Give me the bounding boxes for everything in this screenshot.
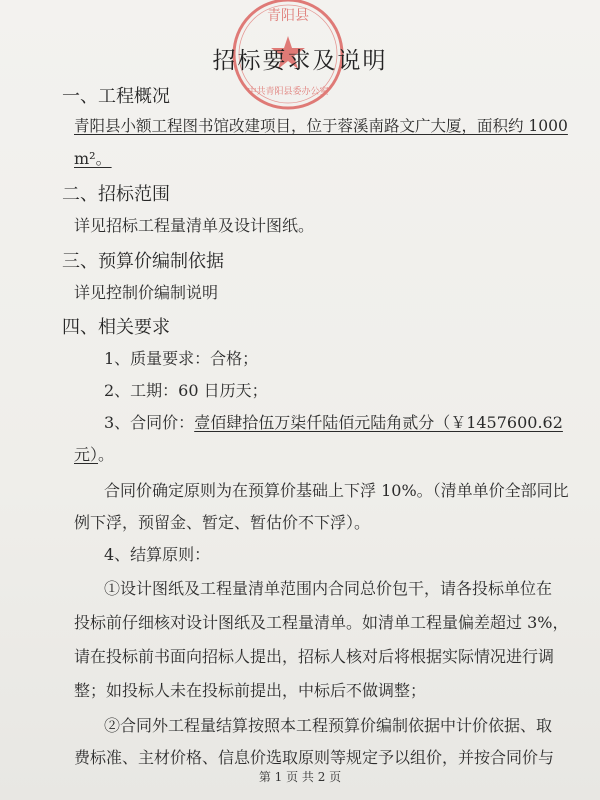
duration-requirement: 2、工期：60 日历天； <box>104 381 268 400</box>
settlement-rule1-line2: 投标前仔细核对设计图纸及工程量清单。如清单工程量偏差超过 3%， <box>74 613 569 632</box>
contract-price-value-end: 元） <box>74 445 99 464</box>
overview-text-line1: 青阳县小额工程图书馆改建项目，位于蓉溪南路文广大厦，面积约 1000 <box>74 117 568 135</box>
settlement-rule1-line3: 请在投标前书面向招标人提出，招标人核对后将根据实际情况进行调 <box>74 647 555 666</box>
scope-text: 详见招标工程量清单及设计图纸。 <box>74 216 315 235</box>
svg-text:中共青阳县委办公室: 中共青阳县委办公室 <box>247 87 329 97</box>
section-heading-requirements: 四、相关要求 <box>62 317 170 338</box>
contract-price-value: 壹佰肆拾伍万柒仟陆佰元陆角贰分（￥1457600.62 <box>194 413 563 432</box>
settlement-rule2-line2: 费标准、主材价格、信息价选取原则等规定予以组价，并按合同价与 <box>74 748 555 767</box>
svg-text:青阳县: 青阳县 <box>267 8 309 24</box>
contract-price-label: 3、合同价： <box>104 413 195 432</box>
settlement-rule1-line1: ①设计图纸及工程量清单范围内合同总价包干，请各投标单位在 <box>104 579 553 598</box>
settlement-rule1-line4: 整；如投标人未在投标前提出，中标后不做调整； <box>74 681 427 700</box>
section-heading-budget-basis: 三、预算价编制依据 <box>62 251 224 272</box>
section-heading-overview: 一、工程概况 <box>62 86 170 107</box>
contract-price-period: 。 <box>98 445 115 464</box>
pricing-principle-line1: 合同价确定原则为在预算价基础上下浮 10%。（清单单价全部同比 <box>104 481 569 500</box>
settlement-rule2-line1: ②合同外工程量结算按照本工程预算价编制依据中计价依据、取 <box>104 716 553 735</box>
page-footer: 第 1 页 共 2 页 <box>258 770 342 784</box>
contract-price-line <box>104 410 563 433</box>
pricing-principle-line2: 例下浮，预留金、暂定、暂估价不下浮）。 <box>74 513 371 532</box>
document-title: 招标要求及说明 <box>212 48 388 74</box>
quality-requirement: 1、质量要求：合格； <box>104 349 259 368</box>
settlement-principles-heading: 4、结算原则： <box>104 545 211 564</box>
overview-text-line2: m²。 <box>74 149 112 168</box>
budget-basis-text: 详见控制价编制说明 <box>74 283 219 302</box>
section-heading-scope: 二、招标范围 <box>62 184 170 205</box>
contract-price-line2 <box>74 442 114 465</box>
